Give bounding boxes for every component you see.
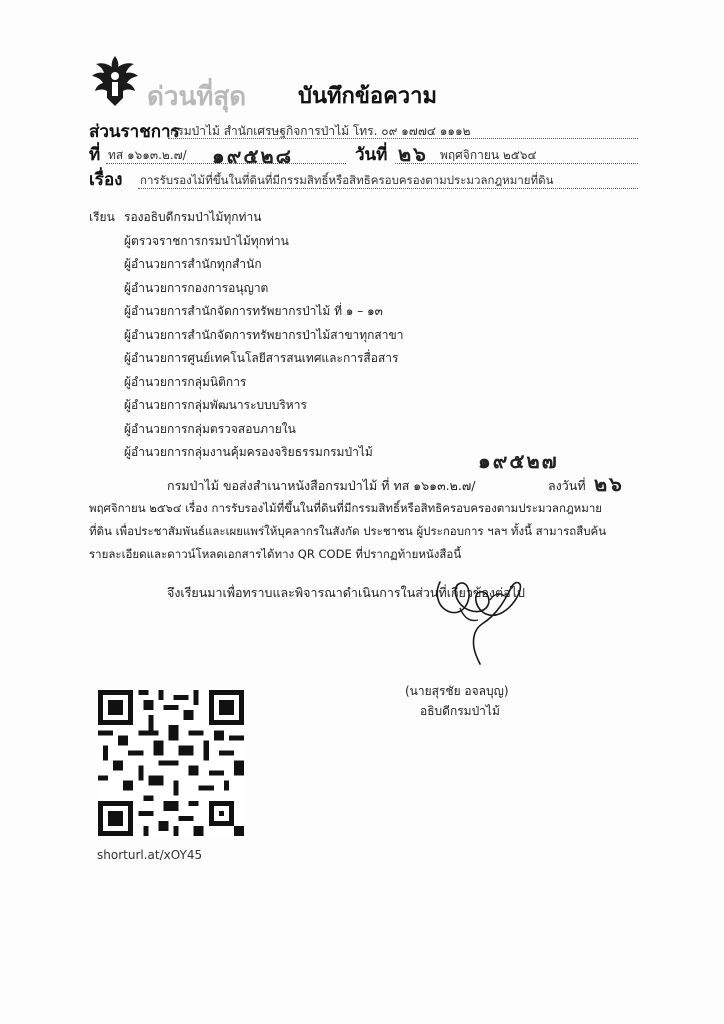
agency-label: ส่วนราชการ xyxy=(89,122,180,142)
ref-label: ที่ xyxy=(89,145,101,165)
agency-value: กรมป่าไม้ สำนักเศรษฐกิจการป่าไม้ โทร. ๐๙ ๑๗๗๔ ๑๑๑๒ xyxy=(170,124,471,138)
ref-underline xyxy=(106,163,346,164)
recipient-item: ผู้อำนวยการกลุ่มพัฒนาระบบบริหาร xyxy=(124,398,307,412)
body-date-label: ลงวันที่ xyxy=(548,478,586,493)
recipient-item: ผู้อำนวยการกลุ่มตรวจสอบภายใน xyxy=(124,422,296,436)
ref-number: ๑๙๕๒๘ xyxy=(212,144,294,168)
handwritten-signature xyxy=(420,560,540,670)
subject-underline xyxy=(138,188,638,189)
body-line-1: กรมป่าไม้ ขอส่งสำเนาหนังสือกรมป่าไม้ ที่ ทส ๑๖๑๓.๒.๗/ xyxy=(167,478,476,493)
recipient-item: ผู้อำนวยการสำนักจัดการทรัพยากรป่าไม้ ที่ ๑ – ๑๓ xyxy=(124,304,383,318)
date-day: ๒๖ xyxy=(398,142,428,166)
date-underline xyxy=(395,163,638,164)
recipient-item: ผู้ตรวจราชการกรมป่าไม้ทุกท่าน xyxy=(124,234,289,248)
qr-code-icon xyxy=(98,690,244,836)
closing-line: จึงเรียนมาเพื่อทราบและพิจารณาดำเนินการในส่วนที่เกี่ยวข้องต่อไป xyxy=(167,585,525,600)
body-line-3: ที่ดิน เพื่อประชาสัมพันธ์และเผยแพร่ให้บุคลากรในสังกัด ประชาชน ผู้ประกอบการ ฯลฯ ทั้งนี้ สามารถสืบค้น xyxy=(89,524,607,538)
memo-title: บันทึกข้อความ xyxy=(298,84,438,109)
subject-value: การรับรองไม้ที่ขึ้นในที่ดินที่มีกรรมสิทธิ์หรือสิทธิครอบครองตามประมวลกฎหมายที่ดิน xyxy=(140,173,554,187)
urgent-stamp: ด่วนที่สุด xyxy=(147,82,247,112)
subject-label: เรื่อง xyxy=(89,170,123,190)
signatory-name: (นายสุรชัย อจลบุญ) xyxy=(405,684,509,698)
recipient-item: ผู้อำนวยการสำนักทุกสำนัก xyxy=(124,257,262,271)
salutation-first: รองอธิบดีกรมป่าไม้ทุกท่าน xyxy=(124,210,262,224)
body-line-2: พฤศจิกายน ๒๕๖๔ เรื่อง การรับรองไม้ที่ขึ้นในที่ดินที่มีกรรมสิทธิ์หรือสิทธิครอบครองตามประมวลกฎหมาย xyxy=(89,501,603,515)
recipient-item: ผู้อำนวยการกองการอนุญาต xyxy=(124,281,269,295)
recipient-item: ผู้อำนวยการกลุ่มนิติการ xyxy=(124,375,247,389)
body-line-4: รายละเอียดและดาวน์โหลดเอกสารได้ทาง QR CODE ที่ปรากฏท้ายหนังสือนี้ xyxy=(89,547,462,561)
ref-value: ทส ๑๖๑๓.๒.๗/ xyxy=(108,148,187,162)
recipient-item: ผู้อำนวยการศูนย์เทคโนโลยีสารสนเทศและการสื่อสาร xyxy=(124,351,399,365)
signatory-title: อธิบดีกรมป่าไม้ xyxy=(420,704,500,718)
salutation-prefix: เรียน xyxy=(89,210,115,224)
garuda-emblem-icon xyxy=(88,52,142,108)
date-label: วันที่ xyxy=(355,145,388,165)
recipient-item: ผู้อำนวยการสำนักจัดการทรัพยากรป่าไม้สาขาทุกสาขา xyxy=(124,328,404,342)
recipient-item: ผู้อำนวยการกลุ่มงานคุ้มครองจริยธรรมกรมป่าไม้ xyxy=(124,445,373,459)
short-url: shorturl.at/xOY45 xyxy=(97,848,203,862)
date-month-year: พฤศจิกายน ๒๕๖๔ xyxy=(440,148,537,162)
letter-day: ๒๖ xyxy=(594,472,624,496)
letter-number: ๑๙๕๒๗ xyxy=(478,449,559,473)
